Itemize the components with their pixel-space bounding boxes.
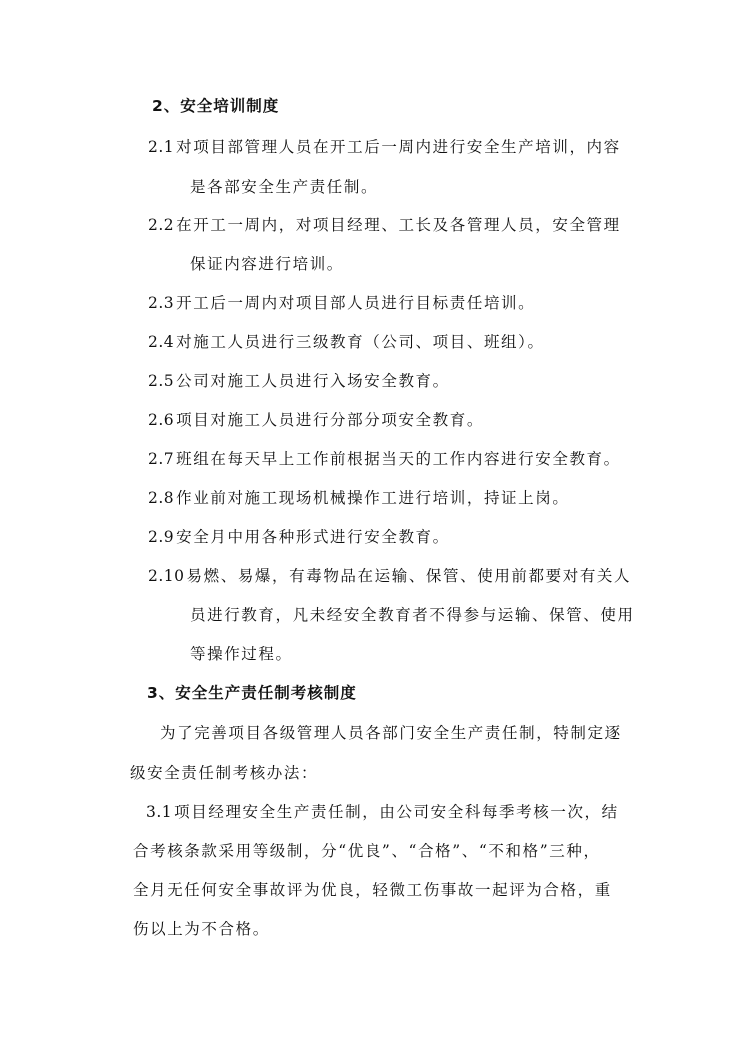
item-2-2 [148, 215, 621, 235]
item-text: 公司对施工人员进行入场安全教育。 [176, 372, 450, 390]
item-number: 2.5 [148, 372, 175, 390]
item-2-8 [148, 488, 569, 508]
item-2-9 [148, 527, 450, 547]
item-2-4 [148, 332, 545, 352]
item-2-3 [148, 293, 535, 313]
item-3-1 [146, 802, 619, 822]
item-number: 2.1 [148, 138, 175, 156]
item-number: 2.7 [148, 450, 175, 468]
item-2-10-continued: 员进行教育，凡未经安全教育者不得参与运输、保管、使用 [190, 606, 635, 624]
item-2-1 [148, 137, 621, 157]
item-number: 2.9 [148, 528, 175, 546]
item-3-1-continued-2: 全月无任何安全事故评为优良，轻微工伤事故一起评为合格，重 [133, 881, 612, 899]
item-text: 对项目部管理人员在开工后一周内进行安全生产培训，内容 [176, 138, 621, 156]
item-text: 易燃、易爆，有毒物品在运输、保管、使用前都要对有关人 [186, 567, 632, 585]
item-3-1-continued: 合考核条款采用等级制，分“优良”、“合格”、“不和格”三种， [133, 842, 601, 860]
item-number: 2.4 [148, 333, 175, 351]
item-number: 2.8 [148, 489, 175, 507]
item-number: 2.6 [148, 411, 175, 429]
section-3-intro: 为了完善项目各级管理人员各部门安全生产责任制，特制定逐 [160, 724, 622, 742]
item-2-5 [148, 371, 450, 391]
item-text: 项目经理安全生产责任制，由公司安全科每季考核一次，结 [174, 803, 619, 821]
section-3-intro-continued: 级安全责任制考核办法： [130, 764, 319, 782]
item-number: 2.3 [148, 294, 175, 312]
item-3-1-continued-3: 伤以上为不合格。 [133, 920, 270, 938]
item-2-10-continued-2: 等操作过程。 [190, 645, 293, 663]
item-number: 2.10 [148, 567, 185, 585]
item-2-6 [148, 410, 484, 430]
item-text: 作业前对施工现场机械操作工进行培训，持证上岗。 [176, 489, 570, 507]
item-2-2-continued: 保证内容进行培训。 [190, 255, 344, 273]
item-text: 在开工一周内，对项目经理、工长及各管理人员，安全管理 [176, 216, 621, 234]
item-number: 2.2 [148, 216, 175, 234]
item-2-10 [148, 566, 631, 586]
item-text: 对施工人员进行三级教育（公司、项目、班组）。 [176, 333, 545, 351]
item-text: 项目对施工人员进行分部分项安全教育。 [176, 411, 484, 429]
item-number: 3.1 [146, 803, 173, 821]
section-2-heading: 2、安全培训制度 [152, 97, 280, 115]
item-text: 班组在每天早上工作前根据当天的工作内容进行安全教育。 [176, 450, 621, 468]
item-text: 安全月中用各种形式进行安全教育。 [176, 528, 450, 546]
item-text: 开工后一周内对项目部人员进行目标责任培训。 [176, 294, 536, 312]
section-3-heading: 3、安全生产责任制考核制度 [147, 684, 357, 702]
item-2-1-continued: 是各部安全生产责任制。 [190, 178, 379, 196]
item-2-7 [148, 449, 621, 469]
